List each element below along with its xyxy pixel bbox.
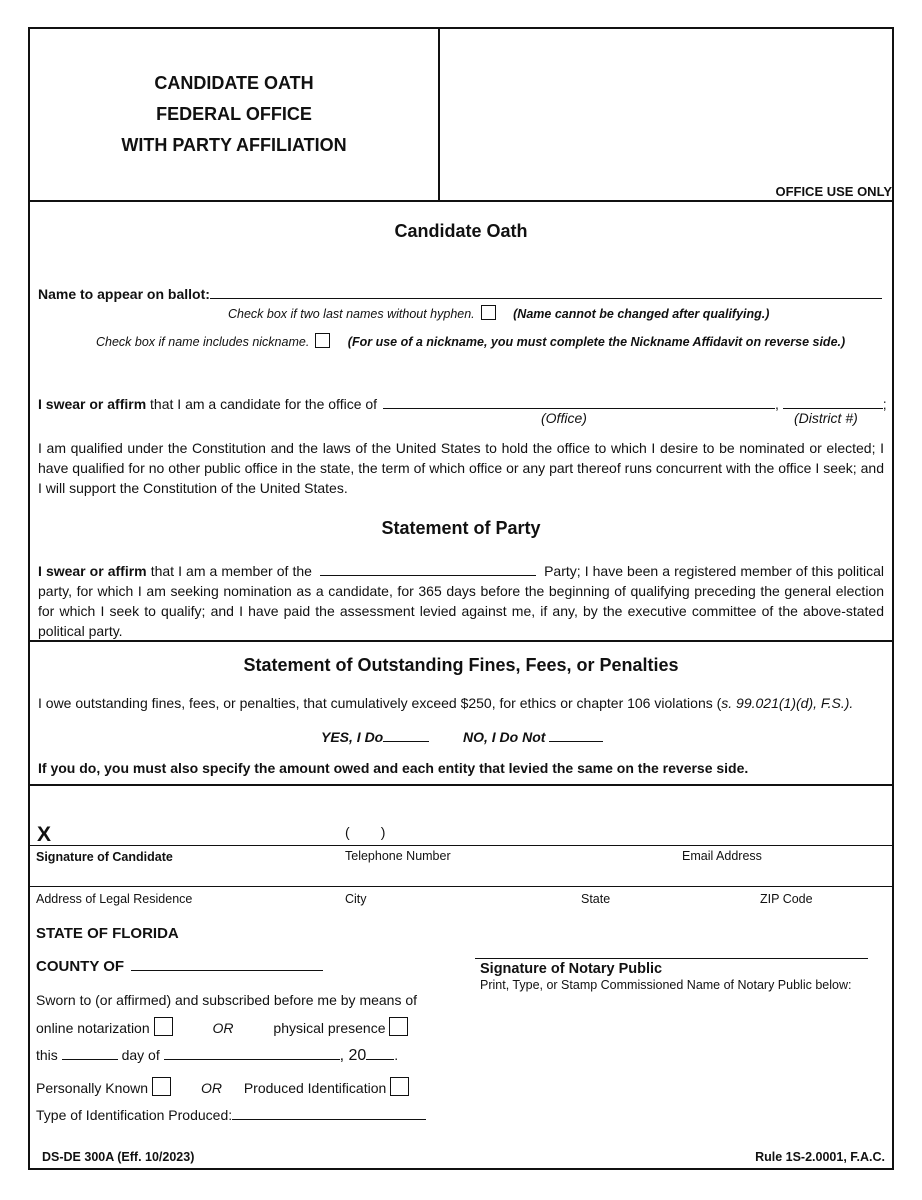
- identification-row: [36, 1077, 409, 1096]
- county-label: COUNTY OF: [36, 958, 125, 975]
- office-use-label: OFFICE USE ONLY: [775, 184, 892, 199]
- personally-known-label: Personally Known: [36, 1080, 149, 1096]
- signature-x-mark: X: [37, 823, 52, 846]
- office-swear-bold: I swear or affirm: [38, 396, 147, 412]
- online-checkbox[interactable]: [154, 1017, 173, 1036]
- nickname-note: (For use of a nickname, you must complete the Nickname Affidavit on reverse side.): [347, 335, 846, 349]
- ballot-name-label: Name to appear on ballot:: [38, 286, 210, 302]
- fines-bottom-rule: [28, 784, 894, 786]
- email-label: Email Address: [682, 849, 762, 863]
- date-row: [36, 1045, 398, 1065]
- notary-county-row: [36, 955, 323, 975]
- party-swear-bold: I swear or affirm: [38, 563, 147, 579]
- title-line-2: FEDERAL OFFICE: [156, 104, 312, 124]
- form-title: [30, 68, 438, 161]
- address-rule: [30, 886, 892, 887]
- fines-statement: [38, 695, 853, 711]
- office-caption: (Office): [541, 410, 587, 426]
- day-of-label: day of: [121, 1047, 160, 1063]
- phone-label: Telephone Number: [345, 849, 451, 863]
- candidate-signature-label: Signature of Candidate: [36, 850, 173, 864]
- sworn-text: Sworn to (or affirmed) and subscribed before me by means of: [36, 992, 418, 1008]
- district-input[interactable]: [783, 394, 883, 409]
- notary-signature-label: Signature of Notary Public: [480, 961, 663, 977]
- notary-signature-line[interactable]: [475, 958, 868, 959]
- physical-checkbox[interactable]: [389, 1017, 408, 1036]
- state-label: State: [581, 892, 611, 906]
- personally-known-checkbox[interactable]: [152, 1077, 171, 1096]
- or-label-2: OR: [200, 1080, 222, 1096]
- this-label: this: [36, 1047, 58, 1063]
- no-option: [463, 727, 603, 745]
- office-swear-text: that I am a candidate for the office of: [150, 396, 378, 412]
- no-label: NO, I Do Not: [463, 729, 546, 745]
- zip-label: ZIP Code: [760, 892, 813, 906]
- id-type-row: [36, 1105, 426, 1123]
- nickname-check-row: [96, 333, 845, 349]
- party-text-before: that I am a member of the: [150, 563, 312, 579]
- title-line-1: CANDIDATE OATH: [154, 73, 314, 93]
- district-caption: (District #): [794, 410, 858, 426]
- party-statement: [38, 561, 884, 641]
- phone-parens: ( ): [345, 824, 386, 840]
- notary-state: STATE OF FLORIDA: [36, 925, 179, 942]
- rule-citation: Rule 1S-2.0001, F.A.C.: [755, 1150, 885, 1164]
- produced-id-checkbox[interactable]: [390, 1077, 409, 1096]
- nickname-check-label: Check box if name includes nickname.: [96, 335, 310, 349]
- hyphen-check-label: Check box if two last names without hyphen.: [228, 307, 475, 321]
- fines-heading: Statement of Outstanding Fines, Fees, or Penalties: [243, 655, 679, 675]
- nickname-checkbox[interactable]: [315, 333, 330, 348]
- online-label: online notarization: [36, 1020, 150, 1036]
- party-text-after: Party; I have been a registered member of this political party, for which I am seeking nomination as a candidate, for 365 days before the beginning of qualifying preceding the general election for which I seek to qualify; and I have paid the assessment levied against me, if any, by the executive committee of the above-stated political party.: [38, 563, 885, 639]
- qualification-statement: I am qualified under the Constitution and the laws of the United States to hold the office to which I desire to be nominated or elected; I have qualified for no other public office in the state, the term of which office or any part thereof runs concurrent with the office I seek; and I will support the Constitution of the United States.: [38, 440, 884, 496]
- physical-label: physical presence: [273, 1020, 386, 1036]
- no-input[interactable]: [549, 727, 603, 742]
- office-swear-row: I swear or affirm that I am a candidate for the office of , ;: [38, 396, 887, 412]
- id-type-input[interactable]: [232, 1105, 426, 1120]
- year-input[interactable]: [366, 1045, 394, 1060]
- ballot-name-input[interactable]: [210, 284, 882, 299]
- fines-instruction: If you do, you must also specify the amount owed and each entity that levied the same on the reverse side.: [38, 760, 749, 776]
- day-input[interactable]: [62, 1045, 118, 1060]
- yes-input[interactable]: [383, 727, 429, 742]
- produced-id-label: Produced Identification: [243, 1080, 387, 1096]
- hyphen-checkbox[interactable]: [481, 305, 496, 320]
- header-bottom-rule: [28, 200, 894, 202]
- month-input[interactable]: [164, 1045, 340, 1060]
- hyphen-check-row: [228, 305, 769, 321]
- yes-label: YES, I Do: [321, 729, 384, 745]
- fines-text: I owe outstanding fines, fees, or penalties, that cumulatively exceed $250, for ethics or chapter 106 violations (: [38, 695, 722, 711]
- fines-citation: s. 99.021(1)(d), F.S.).: [721, 695, 854, 711]
- or-label-1: OR: [212, 1020, 234, 1036]
- year-suffix: .: [394, 1047, 399, 1063]
- form-id: DS-DE 300A (Eff. 10/2023): [42, 1150, 195, 1164]
- yes-option: [321, 727, 429, 745]
- notary-print-label: Print, Type, or Stamp Commissioned Name of Notary Public below:: [480, 978, 852, 992]
- party-name-input[interactable]: [320, 561, 536, 576]
- title-line-3: WITH PARTY AFFILIATION: [121, 135, 347, 155]
- ballot-name-row: [38, 284, 884, 302]
- hyphen-note: (Name cannot be changed after qualifying.): [513, 307, 770, 321]
- oath-heading: Candidate Oath: [394, 221, 528, 241]
- county-input[interactable]: [131, 955, 323, 971]
- notarization-means-row: [36, 1017, 408, 1036]
- city-label: City: [345, 892, 367, 906]
- signature-rule: [30, 845, 892, 846]
- header-divider: [438, 27, 440, 201]
- address-label: Address of Legal Residence: [36, 892, 193, 906]
- id-type-label: Type of Identification Produced:: [36, 1107, 233, 1123]
- year-prefix: , 20: [339, 1047, 367, 1064]
- party-heading: Statement of Party: [381, 518, 541, 538]
- office-input[interactable]: [383, 394, 775, 409]
